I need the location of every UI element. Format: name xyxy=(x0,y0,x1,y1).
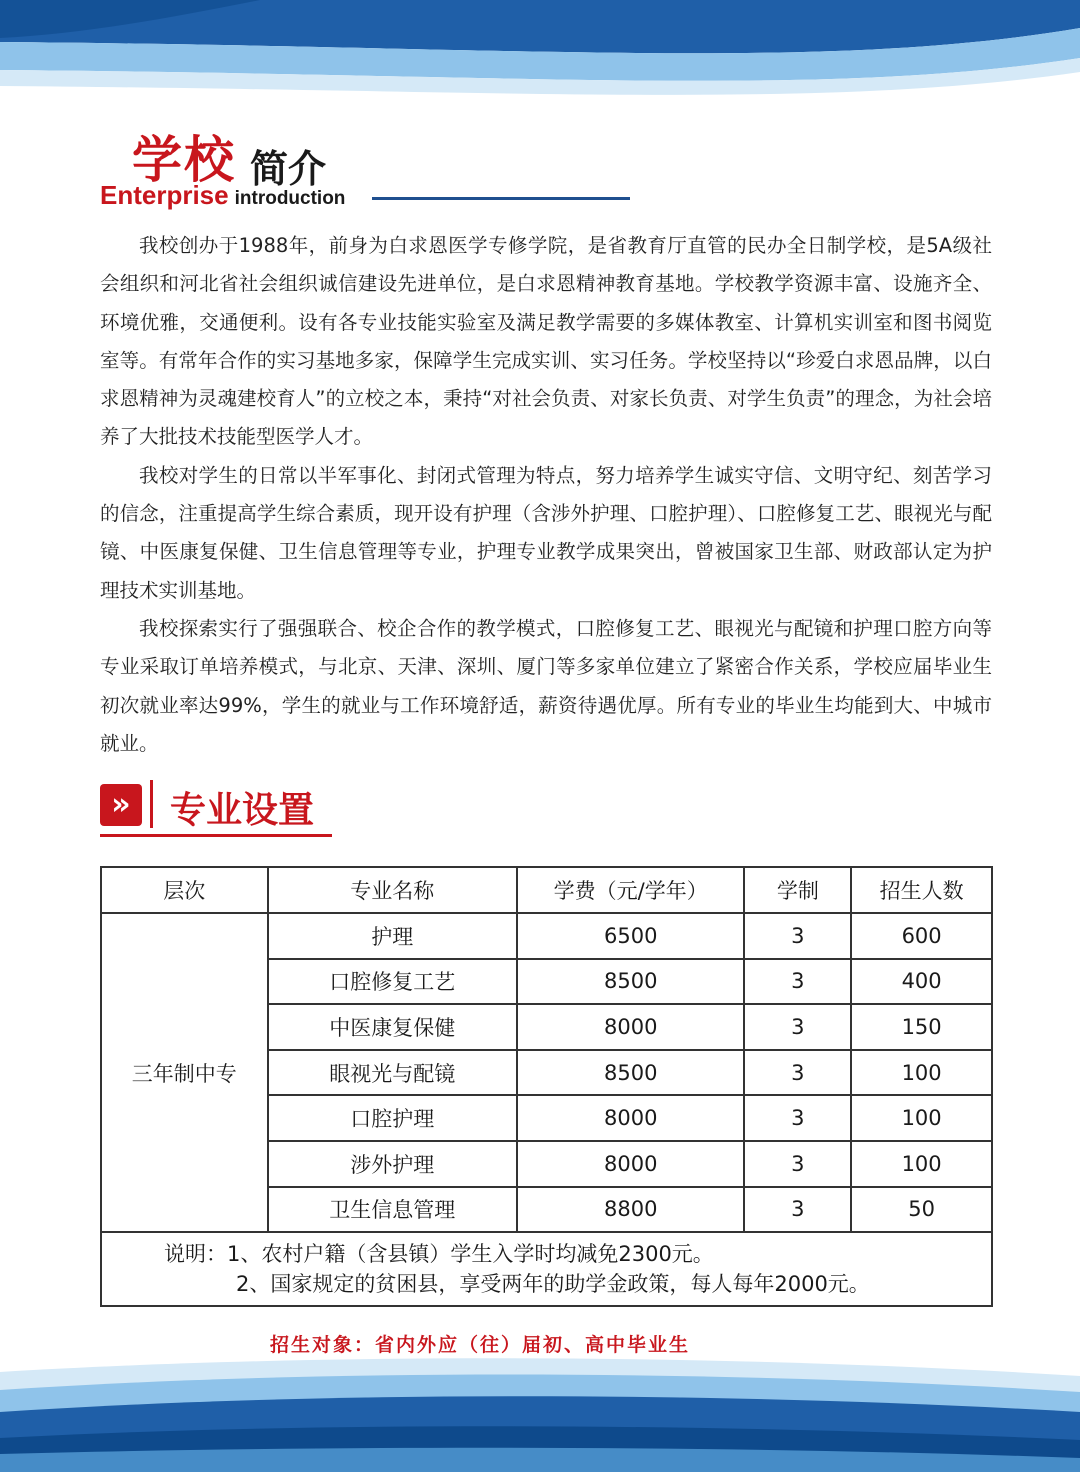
double-chevron-right-icon: » xyxy=(100,784,142,826)
quota-cell: 100 xyxy=(851,1095,992,1141)
table-row xyxy=(101,913,992,959)
major-name-cell: 口腔修复工艺 xyxy=(268,959,517,1005)
major-name-cell: 卫生信息管理 xyxy=(268,1187,517,1233)
duration-cell: 3 xyxy=(744,913,851,959)
major-name-cell: 眼视光与配镜 xyxy=(268,1050,517,1096)
quota-cell: 50 xyxy=(851,1187,992,1233)
fee-cell: 8500 xyxy=(517,959,745,1005)
heading-english-word-1: Enterprise xyxy=(100,180,229,210)
column-header: 学制 xyxy=(744,867,851,913)
intro-text xyxy=(100,227,992,763)
quota-cell: 100 xyxy=(851,1141,992,1187)
section-title: 专业设置 xyxy=(170,790,315,831)
majors-table xyxy=(100,866,993,1307)
fee-cell: 8000 xyxy=(517,1141,745,1187)
duration-cell: 3 xyxy=(744,1004,851,1050)
major-name-cell: 涉外护理 xyxy=(268,1141,517,1187)
major-name-cell: 中医康复保健 xyxy=(268,1004,517,1050)
section-underline xyxy=(100,834,332,837)
major-name-cell: 护理 xyxy=(268,913,517,959)
quota-cell: 150 xyxy=(851,1004,992,1050)
intro-paragraph: 我校创办于1988年，前身为白求恩医学专修学院，是省教育厅直管的民办全日制学校，是5A级社会组织和河北省社会组织诚信建设先进单位，是白求恩精神教育基地。学校教学资源丰富、设施齐全、环境优雅，交通便利。设有各专业技能实验室及满足教学需要的多媒体教室、计算机实训室和图书阅览室等。有常年合作的实习基地多家，保障学生完成实训、实习任务。学校坚持以“珍爱白求恩品牌，以白求恩精神为灵魂建校育人”的立校之本，秉持“对社会负责、对家长负责、对学生负责”的理念，为社会培养了大批技术技能型医学人才。 xyxy=(100,234,992,449)
duration-cell: 3 xyxy=(744,1187,851,1233)
duration-cell: 3 xyxy=(744,1095,851,1141)
level-cell: 三年制中专 xyxy=(101,913,268,1232)
intro-paragraph: 我校探索实行了强强联合、校企合作的教学模式，口腔修复工艺、眼视光与配镜和护理口腔方向等专业采取订单培养模式，与北京、天津、深圳、厦门等多家单位建立了紧密合作关系，学校应届毕业生初次就业率达99%，学生的就业与工作环境舒适，薪资待遇优厚。所有专业的毕业生均能到大、中城市就业。 xyxy=(100,616,992,755)
quota-cell: 600 xyxy=(851,913,992,959)
column-header: 学费（元/学年） xyxy=(517,867,745,913)
heading-english-word-2: introduction xyxy=(234,188,346,209)
column-header: 层次 xyxy=(101,867,268,913)
note-line-1: 说明：1、农村户籍（含县镇）学生入学时均减免2300元。 xyxy=(164,1242,714,1267)
top-wave-decoration xyxy=(0,0,1080,140)
quota-cell: 400 xyxy=(851,959,992,1005)
major-name-cell: 口腔护理 xyxy=(268,1095,517,1141)
duration-cell: 3 xyxy=(744,1141,851,1187)
table-note xyxy=(101,1232,992,1306)
duration-cell: 3 xyxy=(744,959,851,1005)
note-line-2: 2、国家规定的贫困县，享受两年的助学金政策，每人每年2000元。 xyxy=(236,1272,870,1297)
column-header: 招生人数 xyxy=(851,867,992,913)
fee-cell: 8000 xyxy=(517,1095,745,1141)
heading-main: 学校 xyxy=(132,130,236,189)
duration-cell: 3 xyxy=(744,1050,851,1096)
intro-paragraph: 我校对学生的日常以半军事化、封闭式管理为特点，努力培养学生诚实守信、文明守纪、刻苦学习的信念，注重提高学生综合素质，现开设有护理（含涉外护理、口腔护理）、口腔修复工艺、眼视光与配镜、中医康复保健、卫生信息管理等专业，护理专业教学成果突出，曾被国家卫生部、财政部认定为护理技术实训基地。 xyxy=(100,463,992,602)
column-header: 专业名称 xyxy=(268,867,517,913)
section-header xyxy=(100,780,340,840)
heading-rule xyxy=(372,197,630,200)
fee-cell: 8000 xyxy=(517,1004,745,1050)
bottom-wave-decoration xyxy=(0,1342,1080,1472)
heading-secondary: 简介 xyxy=(250,146,327,191)
fee-cell: 8500 xyxy=(517,1050,745,1096)
quota-cell: 100 xyxy=(851,1050,992,1096)
heading-english xyxy=(100,180,345,211)
table-note-row xyxy=(101,1232,992,1306)
section-divider xyxy=(150,780,153,828)
fee-cell: 8800 xyxy=(517,1187,745,1233)
fee-cell: 6500 xyxy=(517,913,745,959)
enrollment-target: 招生对象：省内外应（往）届初、高中毕业生 xyxy=(270,1334,691,1356)
table-header-row xyxy=(101,867,992,913)
